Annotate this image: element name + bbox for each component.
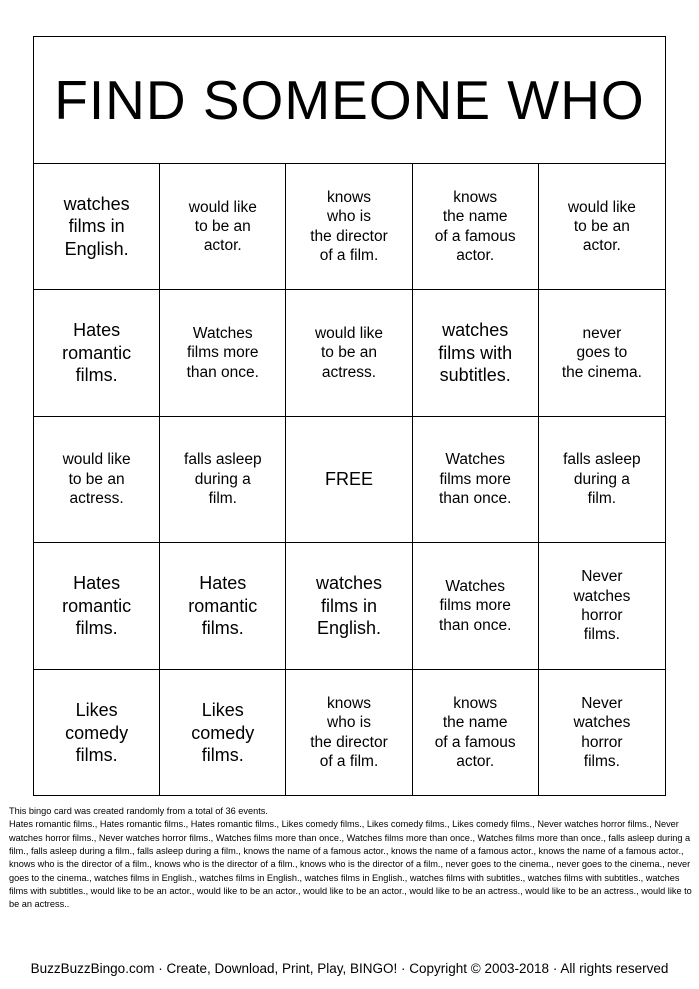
bingo-cell: never goes to the cinema. <box>539 290 665 416</box>
bingo-card <box>33 36 666 796</box>
bingo-cell: Hates romantic films. <box>160 543 286 669</box>
free-space-cell: FREE <box>286 417 412 543</box>
bingo-cell: would like to be an actress. <box>286 290 412 416</box>
bingo-cell: Never watches horror films. <box>573 695 631 771</box>
card-title: FIND SOMEONE WHO <box>34 37 665 164</box>
bingo-cell: watches films in English. <box>286 543 412 669</box>
bingo-cell: Watches films more than once. <box>413 543 539 669</box>
note-intro: This bingo card was created randomly from a total of 36 events. <box>9 806 268 816</box>
bingo-cell: knows who is the director of a film. <box>286 164 412 290</box>
bingo-cell: watches films in English. <box>34 164 160 290</box>
bingo-cell: would like to be an actress. <box>34 417 160 543</box>
bingo-cell: Likes comedy films. <box>34 670 160 796</box>
bingo-cell: falls asleep during a film. <box>539 417 665 543</box>
bingo-cell: knows who is the director of a film. <box>286 670 412 796</box>
bingo-cell: would like to be an actor. <box>539 164 665 290</box>
bingo-cell: Hates romantic films. <box>34 290 160 416</box>
bingo-cell: Watches films more than once. <box>160 290 286 416</box>
bingo-cell: would like to be an actor. <box>160 164 286 290</box>
bingo-cell: Likes comedy films. <box>160 670 286 796</box>
bingo-cell: watches films with subtitles. <box>413 290 539 416</box>
bingo-cell: knows the name of a famous actor. <box>413 670 539 796</box>
bingo-cell: Hates romantic films. <box>34 543 160 669</box>
bingo-cell: Watches films more than once. <box>413 417 539 543</box>
generation-note <box>9 805 693 912</box>
bingo-cell: knows the name of a famous actor. <box>413 164 539 290</box>
bingo-grid <box>34 164 665 796</box>
bingo-cell: Never watches horror films. <box>539 543 665 669</box>
site-footer: BuzzBuzzBingo.com · Create, Download, Print, Play, BINGO! · Copyright © 2003-2018 · All rights reserved <box>30 961 669 976</box>
event-list: Hates romantic films., Hates romantic films., Hates romantic films., Likes comedy films., Likes comedy films., Likes comedy films., Never watches horror films., Never watches horror films., Never watches horror films., Watches films more than once., Watches films more than once., Watches films more than once., falls asleep during a film., falls asleep during a film., falls asleep during a film., knows the name of a famous actor., knows the name of a famous actor., knows the name of a famous actor., knows who is the director of a film., knows who is the director of a film., knows who is the director of a film., never goes to the cinema., never goes to the cinema., never goes to the cinema., watches films in English., watches films in English., watches films in English., watches films with subtitles., watches films with subtitles., watches films with subtitles., would like to be an actor., would like to be an actor., would like to be an actor., would like to be an actress., would like to be an actress., would like to be an actress.. <box>9 819 692 910</box>
bingo-cell: falls asleep during a film. <box>160 417 286 543</box>
